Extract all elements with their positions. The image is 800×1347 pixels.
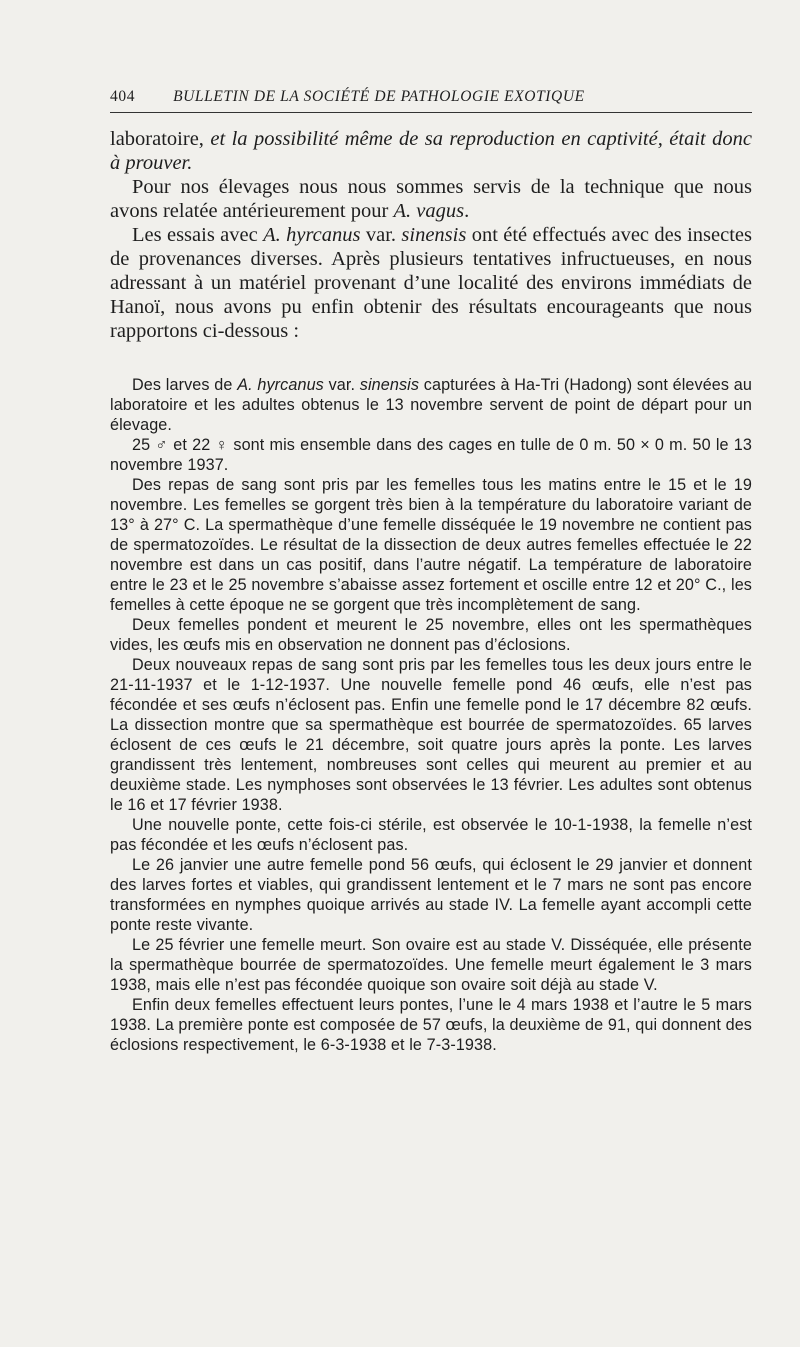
intro-text (110, 127, 752, 343)
text-span: capturées à Ha-Tri (Hadong) sont élevées au laboratoire et les adultes obtenus le 13 novembre servent de point de départ pour un élevage. (110, 376, 753, 434)
experiment-paragraph: Deux nouveaux repas de sang sont pris par les femelles tous les deux jours entre le 21-11-1937 et le 1-12-1937. Une nouvelle femelle pond 46 œufs, elle n’est pas fécondée et ses œufs n’éclosent pas. Enfin une femelle pond le 17 décembre 82 œufs. La dissection montre que sa spermathèque est bourrée de spermatozoïdes. 65 larves éclosent de ces œufs le 21 décembre, soit quatre jours après la ponte. Les larves grandissent très lentement, nombreuses sont celles qui meurent au premier et au deuxième stade. Les nymphoses sont observées le 13 février. Les adultes sont obtenus le 16 et 17 février 1938. (110, 656, 752, 814)
experiment-paragraph: 25 ♂ et 22 ♀ sont mis ensemble dans des cages en tulle de 0 m. 50 × 0 m. 50 le 13 novembre 1937. (110, 436, 752, 474)
species-name: A. hyrcanus (237, 376, 324, 394)
running-header (110, 88, 752, 113)
text-span: ont été effectués avec des insectes de provenances diverses. Après plusieurs tentatives infructueuses, en nous adressant à un matériel provenant d’une localité des environs immédiats de Hanoï, nous avons pu enfin obtenir des résultats encourageants que nous rapportons ci-dessous : (110, 224, 752, 342)
text-span: Des larves de (132, 376, 238, 394)
species-name: A. vagus (393, 200, 465, 222)
experiment-paragraph (110, 375, 752, 435)
text-span: Les essais avec (132, 224, 264, 246)
experiment-paragraph: Des repas de sang sont pris par les femelles tous les matins entre le 15 et le 19 novembre. Les femelles se gorgent très bien à la température du laboratoire variant de 13° à 27° C. La spermathèque d’une femelle disséquée le 19 novembre ne contient pas de spermatozoïdes. Le résultat de la dissection de deux autres femelles effectuée le 22 novembre est dans un cas positif, dans l’autre négatif. La température de laboratoire entre le 23 et le 25 novembre s’abaisse assez fortement et oscille entre 12 et 20° C., les femelles à cette époque ne se gorgent que très incomplètement de sang. (110, 476, 752, 614)
intro-paragraph (110, 223, 752, 343)
experiment-text (110, 375, 752, 1055)
experiment-paragraph: Le 26 janvier une autre femelle pond 56 œufs, qui éclosent le 29 janvier et donnent des larves fortes et viables, qui grandissent lentement et le 7 mars ne sont pas encore transformées en nymphes quoique arrivés au stade IV. La femelle ayant accompli cette ponte reste vivante. (110, 856, 752, 934)
text-span: laboratoire, (110, 128, 211, 150)
intro-paragraph (110, 175, 752, 223)
text-span: . (464, 200, 470, 222)
text-span: Pour nos élevages nous nous sommes servis de la technique que nous avons relatée antérieurement pour (110, 176, 752, 222)
variety-name: sinensis (401, 224, 467, 246)
page-number: 404 (110, 88, 136, 105)
species-name: A. hyrcanus (263, 224, 361, 246)
journal-title: BULLETIN DE LA SOCIÉTÉ DE PATHOLOGIE EXOTIQUE (173, 88, 585, 105)
variety-name: sinensis (359, 376, 420, 394)
experiment-paragraph: Une nouvelle ponte, cette fois-ci stérile, est observée le 10-1-1938, la femelle n’est pas fécondée et les œufs n’éclosent pas. (110, 816, 752, 854)
text-span: var. (360, 224, 402, 246)
intro-paragraph (110, 127, 752, 175)
experiment-paragraph: Enfin deux femelles effectuent leurs pontes, l’une le 4 mars 1938 et l’autre le 5 mars 1938. La première ponte est composée de 57 œufs, la deuxième de 91, qui donnent des éclosions respectivement, le 6-3-1938 et le 7-3-1938. (110, 996, 752, 1054)
page (110, 88, 752, 1055)
italic-span: et la possibilité même de sa reproduction en captivité, était donc à prouver. (110, 128, 752, 174)
experiment-paragraph: Deux femelles pondent et meurent le 25 novembre, elles ont les spermathèques vides, les œufs mis en observation ne donnent pas d’éclosions. (110, 616, 752, 654)
experiment-paragraph: Le 25 février une femelle meurt. Son ovaire est au stade V. Disséquée, elle présente la spermathèque bourrée de spermatozoïdes. Une femelle meurt également le 3 mars 1938, mais elle n’est pas fécondée quoique son ovaire soit déjà au stade V. (110, 936, 752, 994)
text-span: var. (323, 376, 360, 394)
